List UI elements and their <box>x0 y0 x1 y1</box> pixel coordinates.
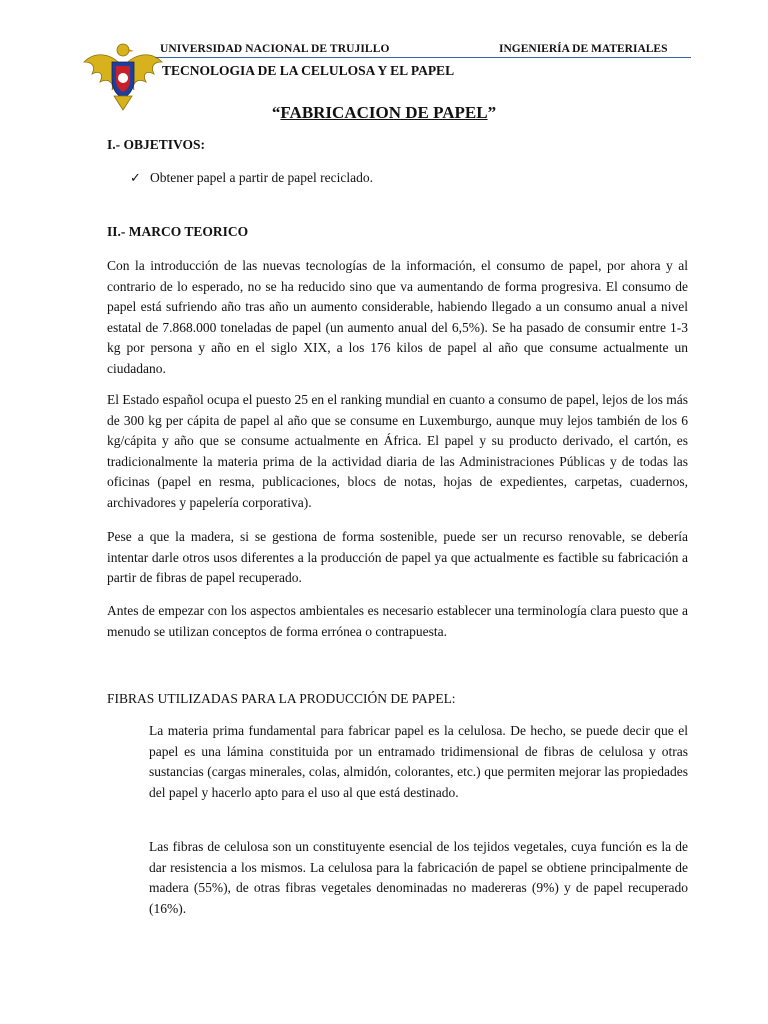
section-objetivos-heading: I.- OBJETIVOS: <box>107 137 206 152</box>
title-text: FABRICACION DE PAPEL <box>280 103 488 122</box>
university-crest-logo <box>82 36 164 112</box>
paragraph: Pese a que la madera, si se gestiona de forma sostenible, puede ser un recurso renovable, se debería intentar darle otros usos diferentes a la producción de papel ya que actualmente es factible su fabricación a partir de fibras de papel recuperado. <box>107 529 688 586</box>
header-university: UNIVERSIDAD NACIONAL DE TRUJILLO <box>160 43 390 55</box>
paragraph: Antes de empezar con los aspectos ambientales es necesario establecer una terminología clara puesto que a menudo se utilizan conceptos de forma errónea o contrapuesta. <box>107 603 688 639</box>
header-department: INGENIERÍA DE MATERIALES <box>499 43 668 55</box>
section-marco-teorico-heading: II.- MARCO TEORICO <box>107 224 249 239</box>
objective-text: Obtener papel a partir de papel reciclado. <box>150 170 374 185</box>
header-course: TECNOLOGIA DE LA CELULOSA Y EL PAPEL <box>162 63 455 78</box>
title-open-quote: “ <box>271 103 281 122</box>
document-title <box>0 103 768 123</box>
section-fibras-heading: FIBRAS UTILIZADAS PARA LA PRODUCCIÓN DE PAPEL: <box>107 691 456 706</box>
title-close-quote: ” <box>487 103 497 122</box>
paragraph: La materia prima fundamental para fabricar papel es la celulosa. De hecho, se puede decir que el papel es una lámina constituida por un entramado tridimensional de fibras de celulosa y otras sustancias (cargas minerales, colas, almidón, colorantes, etc.) que permiten mejorar las propiedades del papel y hacerlo apto para el uso al que está destinado. <box>149 723 688 800</box>
objective-item <box>130 170 373 186</box>
checkmark-icon: ✓ <box>130 171 141 186</box>
paragraph: Con la introducción de las nuevas tecnologías de la información, el consumo de papel, por ahora y al contrario de lo esperado, no se ha reducido sino que va aumentando de forma progresiva. El consumo de papel está sufriendo año tras año un aumento considerable, habiendo llegado a un consumo anual a nivel estatal de 7.868.000 toneladas de papel (un aumento anual del 6,5%). Se ha pasado de consumir entre 1-3 kg por persona y año en el siglo XIX, a los 176 kilos de papel al año que consume actualmente un ciudadano. <box>107 258 688 376</box>
paragraph: Las fibras de celulosa son un constituyente esencial de los tejidos vegetales, cuya función es la de dar resistencia a los mismos. La celulosa para la fabricación de papel se obtiene principalmente de madera (55%), de otras fibras vegetales denominadas no madereras (9%) y de papel recuperado (16%). <box>149 839 688 916</box>
paragraph: El Estado español ocupa el puesto 25 en el ranking mundial en cuanto a consumo de papel, lejos de los más de 300 kg per cápita de papel al año que se consume en Luxemburgo, aunque muy lejos también de los 6 kg/cápita y año que se consume actualmente en África. El papel y su producto derivado, el cartón, es tradicionalmente la materia prima de la actividad diaria de las Administraciones Públicas y de todas las oficinas (papel en resma, publicaciones, blocs de notas, hojas de expedientes, carpetas, cuadernos, archivadores y papelería corporativa). <box>107 392 688 510</box>
header-rule <box>155 57 691 58</box>
